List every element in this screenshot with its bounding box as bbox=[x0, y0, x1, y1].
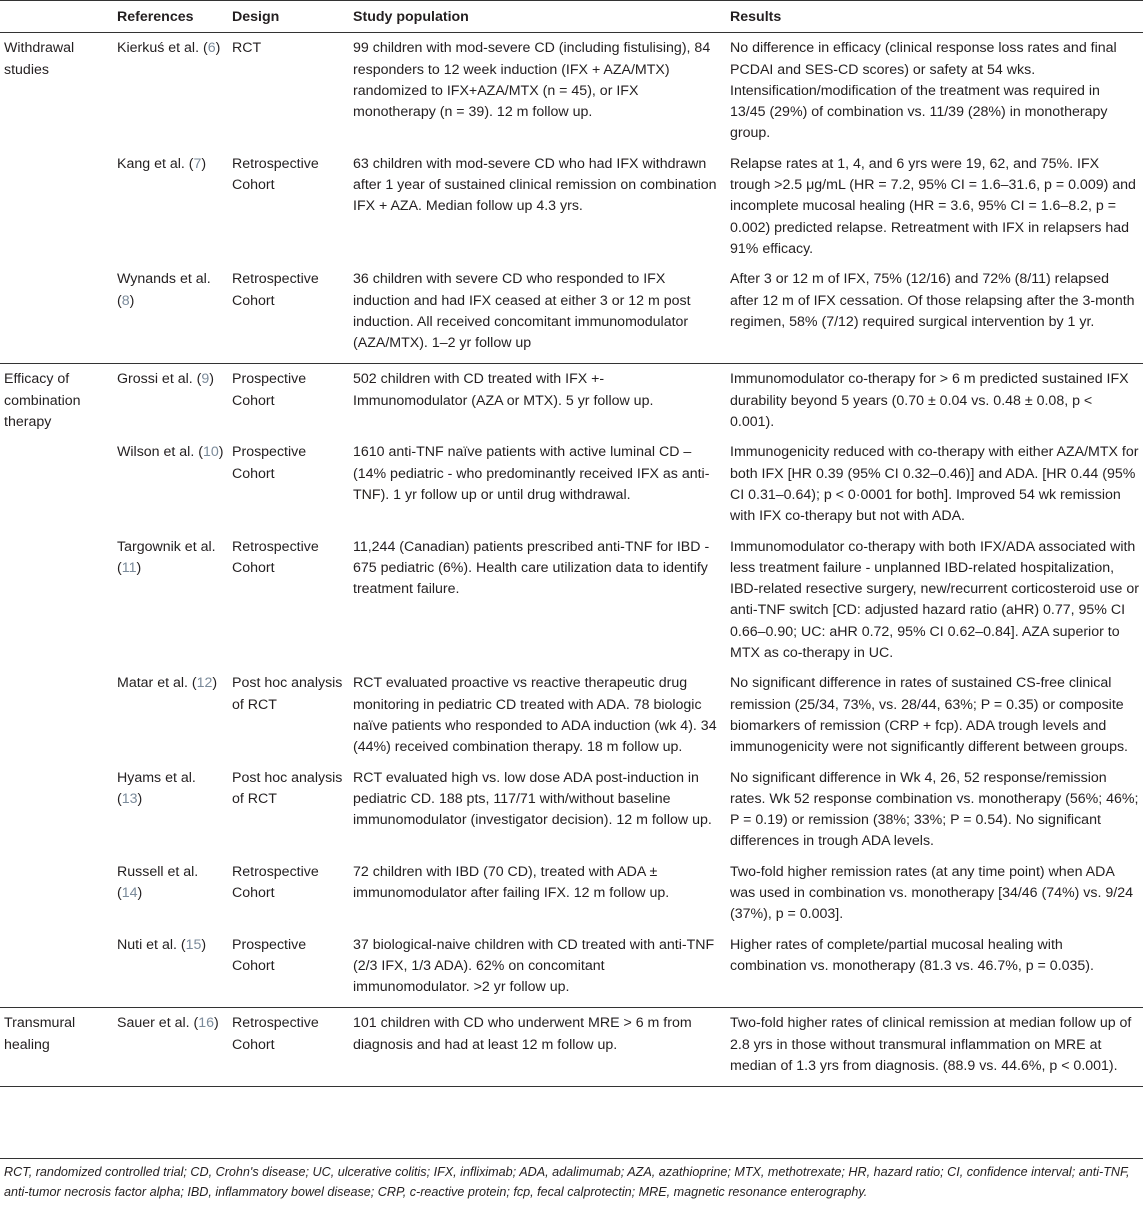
table-row bbox=[0, 1008, 1143, 1087]
reference-author: Wilson et al. bbox=[117, 444, 195, 461]
reference-cell: Targownik et al. (11) bbox=[117, 538, 216, 576]
reference-author: Grossi et al. bbox=[117, 371, 193, 388]
category-cell bbox=[0, 269, 113, 364]
design-cell: Post hoc analysis of RCT bbox=[232, 675, 343, 713]
category-cell bbox=[0, 537, 113, 674]
reference-cell: Wynands et al. (8) bbox=[113, 269, 228, 364]
reference-number-link[interactable]: 11 bbox=[121, 559, 137, 576]
reference-author: Nuti et al. bbox=[117, 936, 177, 953]
design-cell: Retrospective Cohort bbox=[228, 1008, 349, 1087]
header-study-population: Study population bbox=[349, 1, 726, 33]
reference-number-link[interactable]: 15 bbox=[185, 936, 202, 953]
header-references: References bbox=[113, 1, 228, 33]
footnote-divider bbox=[0, 1158, 1143, 1159]
results-cell: No difference in efficacy (clinical response loss rates and final PCDAI and SES-CD scores) or safety at 54 wks. Intensification/modification of the treatment was required in 13/45 (29%) of combination vs. 11/39 (28%) in monotherapy group. bbox=[730, 40, 1117, 142]
table-row bbox=[0, 442, 1143, 536]
table-row bbox=[0, 269, 1143, 364]
reference-number-link[interactable]: 16 bbox=[198, 1015, 215, 1032]
design-cell: Post hoc analysis of RCT bbox=[232, 769, 343, 807]
table-row bbox=[0, 537, 1143, 674]
results-cell: Two-fold higher remission rates (at any time point) when ADA was used in combination vs. monotherapy [34/46 (74%) vs. 9/24 (37%), p = 0.003]. bbox=[730, 863, 1133, 923]
reference-author: Kierkuś et al. bbox=[117, 40, 200, 57]
reference-cell: Grossi et al. (9) bbox=[117, 371, 214, 388]
table-row bbox=[0, 33, 1143, 154]
reference-cell: Kang et al. (7) bbox=[117, 155, 207, 172]
population-cell: 101 children with CD who underwent MRE > 6 m from diagnosis and had at least 12 m follow up. bbox=[349, 1008, 726, 1087]
design-cell: Prospective Cohort bbox=[228, 935, 349, 1008]
reference-author: Wynands et al. bbox=[117, 271, 211, 288]
population-cell: 502 children with CD treated with IFX +- Immunomodulator (AZA or MTX). 5 yr follow up. bbox=[353, 371, 654, 409]
population-cell: 11,244 (Canadian) patients prescribed anti-TNF for IBD - 675 pediatric (6%). Health care utilization data to identify treatment failure. bbox=[353, 538, 710, 598]
reference-cell: Wilson et al. (10) bbox=[117, 444, 224, 461]
reference-author: Kang et al. bbox=[117, 155, 185, 172]
reference-number-link[interactable]: 10 bbox=[202, 444, 219, 461]
header-category bbox=[0, 1, 113, 33]
header-results: Results bbox=[726, 1, 1143, 33]
category-cell: Withdrawal studies bbox=[4, 40, 75, 78]
results-cell: Immunomodulator co-therapy for > 6 m predicted sustained IFX durability beyond 5 years (0.70 ± 0.04 vs. 0.48 ± 0.08, p < 0.001). bbox=[730, 371, 1129, 431]
design-cell: RCT bbox=[232, 40, 262, 57]
table-row bbox=[0, 935, 1143, 1008]
reference-number-link[interactable]: 8 bbox=[121, 292, 130, 309]
population-cell: 72 children with IBD (70 CD), treated with ADA ± immunomodulator after failing IFX. 12 m follow up. bbox=[353, 863, 670, 901]
design-cell: Retrospective Cohort bbox=[232, 863, 319, 901]
design-cell: Prospective Cohort bbox=[232, 371, 307, 409]
population-cell: RCT evaluated proactive vs reactive therapeutic drug monitoring in pediatric CD treated with ADA. 78 biologic naïve patients who responded to ADA induction (wk 4). 34 (44%) received combination therapy. 18 m follow up. bbox=[353, 675, 717, 756]
category-cell: Transmural healing bbox=[0, 1008, 113, 1087]
reference-cell: Kierkuś et al. (6) bbox=[117, 40, 221, 57]
reference-cell: Russell et al. (14) bbox=[117, 863, 199, 901]
table-row bbox=[0, 364, 1143, 442]
reference-number-link[interactable]: 6 bbox=[207, 40, 216, 57]
reference-cell: Hyams et al. (13) bbox=[117, 769, 196, 807]
reference-author: Sauer et al. bbox=[117, 1015, 190, 1032]
category-cell: Efficacy of combination therapy bbox=[4, 371, 81, 431]
results-cell: Immunomodulator co-therapy with both IFX/ADA associated with less treatment failure - unplanned IBD-related hospitalization, IBD-related resective surgery, new/recurrent corticosteroid use or anti-TNF switch [CD: adjusted hazard ratio (aHR) 0.77, 95% CI 0.66–0.90; UC: aHR 0.72, 95% CI 0.62–0.84]. AZA superior to MTX as co-therapy in UC. bbox=[730, 538, 1139, 662]
reference-number-link[interactable]: 14 bbox=[121, 884, 138, 901]
results-cell: Two-fold higher rates of clinical remission at median follow up of 2.8 yrs in those without transmural inflammation on MRE at median of 1.3 yrs from diagnosis. (88.9 vs. 44.6%, p < 0.001). bbox=[726, 1008, 1143, 1087]
table-body bbox=[0, 33, 1143, 1087]
reference-cell: Sauer et al. (16) bbox=[113, 1008, 228, 1087]
population-cell: RCT evaluated high vs. low dose ADA post-induction in pediatric CD. 188 pts, 117/71 with/without baseline immunomodulator (investigator decision). 12 m follow up. bbox=[353, 769, 712, 829]
reference-author: Matar et al. bbox=[117, 675, 188, 692]
design-cell: Prospective Cohort bbox=[232, 444, 307, 482]
results-cell: After 3 or 12 m of IFX, 75% (12/16) and 72% (8/11) relapsed after 12 m of IFX cessation. Of those relapsing after the 3-month regimen, 58% (7/12) required surgical intervention by 1 yr. bbox=[726, 269, 1143, 364]
header-design: Design bbox=[228, 1, 349, 33]
reference-number-link[interactable]: 9 bbox=[201, 371, 210, 388]
category-cell bbox=[0, 768, 113, 862]
table-row bbox=[0, 154, 1143, 269]
design-cell: Retrospective Cohort bbox=[232, 155, 319, 194]
table-row bbox=[0, 768, 1143, 862]
category-cell bbox=[0, 862, 113, 935]
reference-number-link[interactable]: 12 bbox=[196, 675, 213, 692]
population-cell: 36 children with severe CD who responded to IFX induction and had IFX ceased at either 3 or 12 m post induction. All received concomitant immunomodulator (AZA/MTX). 1–2 yr follow up bbox=[349, 269, 726, 364]
table-row bbox=[0, 673, 1143, 767]
reference-cell: Matar et al. (12) bbox=[117, 675, 218, 692]
results-cell: Relapse rates at 1, 4, and 6 yrs were 19, 62, and 75%. IFX trough >2.5 μg/mL (HR = 7.2, 95% CI = 1.6–31.6, p = 0.009) and incomplete mucosal healing (HR = 3.6, 95% CI = 1.6–8.2, p = 0.002) predicted relapse. Retreatment with IFX in relapsers had 91% efficacy. bbox=[730, 155, 1136, 257]
category-cell bbox=[0, 673, 113, 767]
population-cell: 1610 anti-TNF naïve patients with active luminal CD – (14% pediatric - who predominantly received IFX as anti-TNF). 1 yr follow up or until drug withdrawal. bbox=[353, 444, 710, 503]
category-cell bbox=[0, 154, 113, 269]
design-cell: Retrospective Cohort bbox=[228, 269, 349, 364]
results-cell: Higher rates of complete/partial mucosal healing with combination vs. monotherapy (81.3 vs. 46.7%, p = 0.035). bbox=[726, 935, 1143, 1008]
reference-author: Hyams et al. bbox=[117, 769, 196, 786]
reference-number-link[interactable]: 13 bbox=[121, 790, 138, 807]
population-cell: 99 children with mod-severe CD (including fistulising), 84 responders to 12 week induction (IFX + AZA/MTX) randomized to IFX+AZA/MTX (n = 45), or IFX monotherapy (n = 39). 12 m follow up. bbox=[353, 40, 711, 121]
header-row bbox=[0, 1, 1143, 33]
reference-author: Targownik et al. bbox=[117, 538, 216, 555]
reference-cell: Nuti et al. (15) bbox=[113, 935, 228, 1008]
table-footnote: RCT, randomized controlled trial; CD, Crohn's disease; UC, ulcerative colitis; IFX, infliximab; ADA, adalimumab; AZA, azathioprine; MTX, methotrexate; HR, hazard ratio; CI, confidence interval; anti-TNF, anti-tumor necrosis factor alpha; IBD, inflammatory bowel disease; CRP, c-reactive protein; fcp, fecal calprotectin; MRE, magnetic resonance enterography. bbox=[4, 1165, 1130, 1199]
population-cell: 37 biological-naive children with CD treated with anti-TNF (2/3 IFX, 1/3 ADA). 62% on concomitant immunomodulator. >2 yr follow up. bbox=[349, 935, 726, 1008]
category-cell bbox=[0, 935, 113, 1008]
table-row bbox=[0, 862, 1143, 935]
results-cell: Immunogenicity reduced with co-therapy with either AZA/MTX for both IFX [HR 0.39 (95% CI 0.32–0.46)] and ADA. [HR 0.44 (95% CI 0.31–0.64); p < 0·0001 for both]. Improved 54 wk remission with IFX co-therapy but not with ADA. bbox=[730, 444, 1139, 525]
reference-number-link[interactable]: 7 bbox=[193, 155, 202, 172]
results-cell: No significant difference in rates of sustained CS-free clinical remission (25/34, 73%, vs. 28/44, 63%; P = 0.35) or composite biomarkers of remission (CRP + fcp). ADA trough levels and immunogenicity were not significantly different between groups. bbox=[730, 675, 1128, 756]
reference-author: Russell et al. bbox=[117, 863, 199, 880]
category-cell bbox=[0, 442, 113, 536]
population-cell: 63 children with mod-severe CD who had IFX withdrawn after 1 year of sustained clinical remission on combination IFX + AZA. Median follow up 4.3 yrs. bbox=[353, 155, 717, 215]
design-cell: Retrospective Cohort bbox=[232, 538, 319, 576]
results-cell: No significant difference in Wk 4, 26, 52 response/remission rates. Wk 52 response combination vs. monotherapy (56%; 46%; P = 0.19) or remission (38%; 33%; P = 0.54). No significant differences in trough ADA levels. bbox=[730, 769, 1139, 850]
